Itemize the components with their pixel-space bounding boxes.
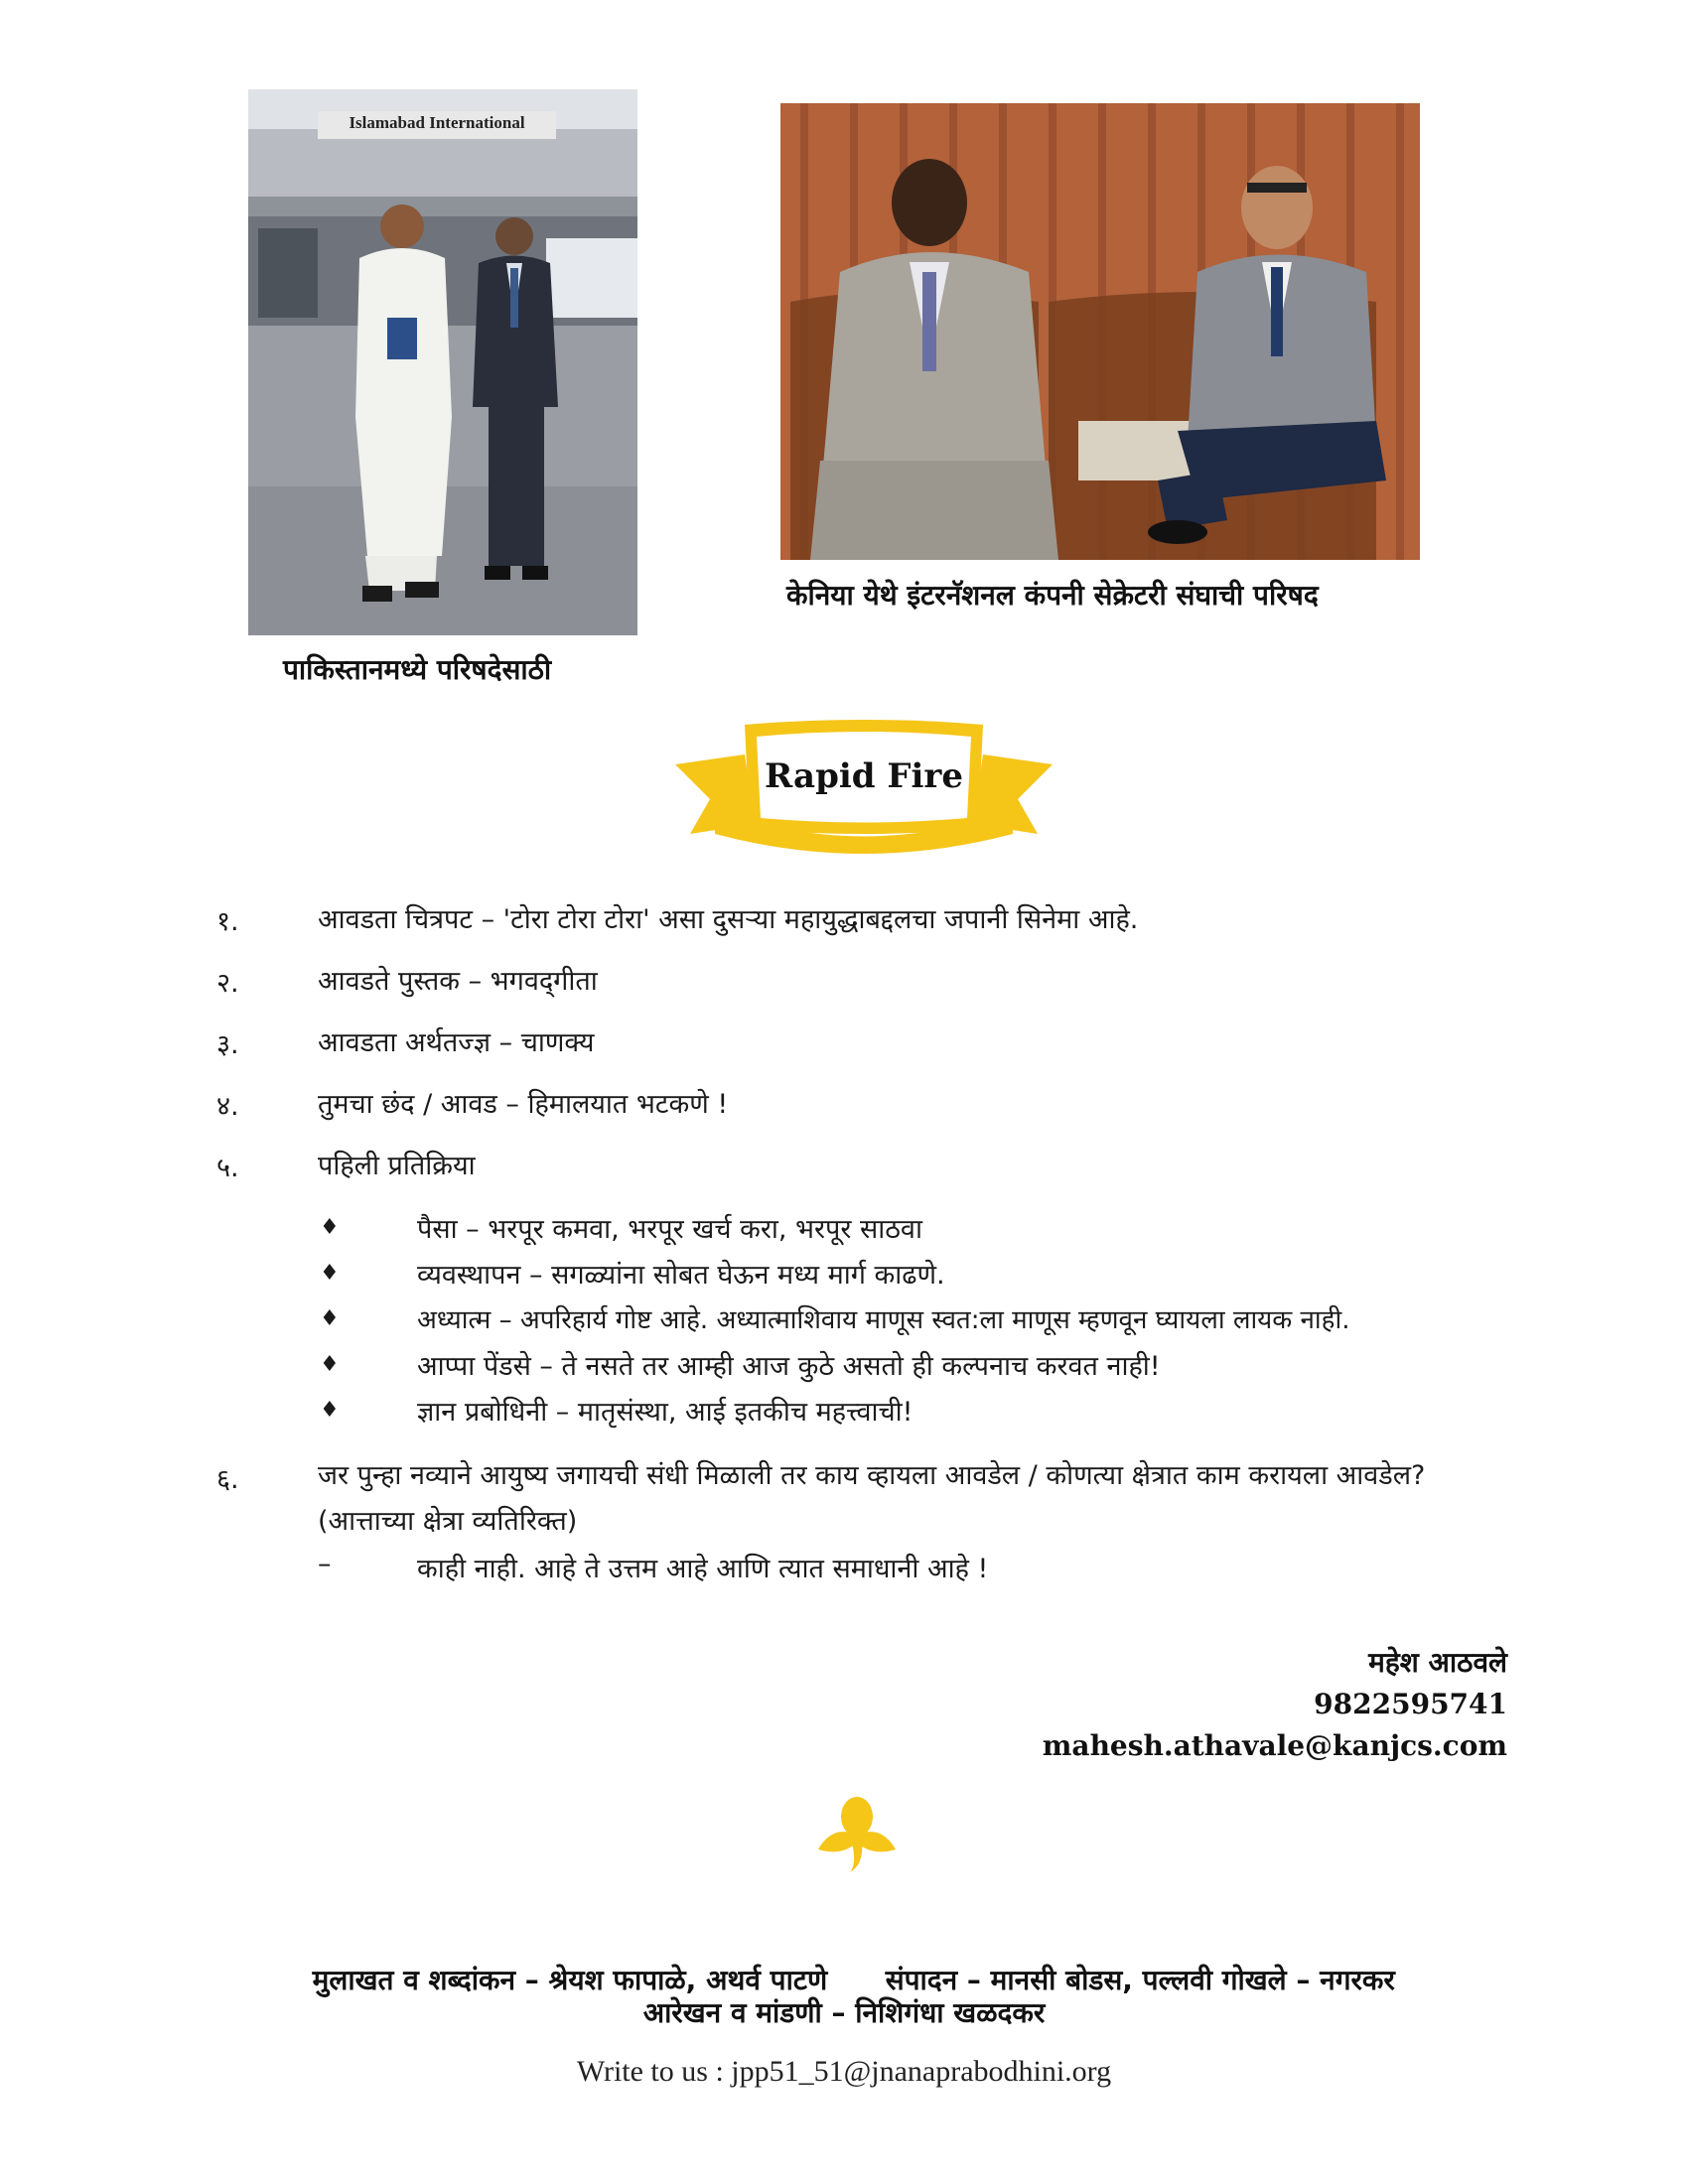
caption-pakistan: पाकिस्तानमध्ये परिषदेसाठी — [283, 653, 552, 686]
question-number: ३. — [216, 1029, 239, 1060]
design-credit: आरेखन व मांडणी – निशिगंधा खळदकर — [642, 1996, 1046, 2029]
question-number: ६. — [216, 1464, 239, 1495]
editing-credit: संपादन – मानसी बोडस, पल्लवी गोखले – नगरकर — [885, 1964, 1395, 1996]
question-favourite-economist: आवडता अर्थतज्ज्ञ – चाणक्य — [318, 1027, 595, 1058]
airport-sign: Islamabad International — [349, 113, 525, 132]
reaction-spirituality: अध्यात्म – अपरिहार्य गोष्ट आहे. अध्यात्माशिवाय माणूस स्वत:ला माणूस म्हणवून घ्यायला लायक नाही. — [417, 1305, 1350, 1335]
bullet-icon: ♦ — [320, 1352, 340, 1377]
reaction-money: पैसा – भरपूर कमवा, भरपूर खर्च करा, भरपूर साठवा — [417, 1214, 922, 1245]
question-hobby: तुमचा छंद / आवड – हिमालयात भटकणे ! — [318, 1089, 729, 1120]
question-number: १. — [216, 906, 239, 937]
banner-title: Rapid Fire — [765, 756, 963, 796]
reaction-jnana-prabodhini: ज्ञान प्रबोधिनी – मातृसंस्था, आई इतकीच महत्त्वाची! — [417, 1397, 914, 1428]
leaf-ornament-icon — [812, 1795, 902, 1874]
reaction-appa-pendse: आप्पा पेंडसे – ते नसते तर आम्ही आज कुठे असतो ही कल्पनाच करवत नाही! — [417, 1351, 1161, 1382]
credits-line-1 — [0, 1928, 1688, 1998]
signature-name: महेश आठवले — [1368, 1646, 1507, 1679]
question-favourite-film: आवडता चित्रपट – 'टोरा टोरा टोरा' असा दुसऱ्या महायुद्धाबद्दलचा जपानी सिनेमा आहे. — [318, 904, 1139, 935]
bullet-icon: ♦ — [320, 1215, 340, 1240]
bullet-icon: ♦ — [320, 1261, 340, 1286]
photo-pakistan-conference — [248, 89, 637, 635]
signature-phone: 9822595741 — [1314, 1688, 1507, 1720]
photo-kenya-conference — [780, 103, 1420, 560]
answer-dash: – — [318, 1549, 332, 1579]
write-to-us[interactable]: Write to us : jpp51_51@jnanaprabodhini.org — [576, 2055, 1112, 2088]
question-first-reaction: पहिली प्रतिक्रिया — [318, 1151, 476, 1181]
question-number: ४. — [216, 1091, 239, 1122]
answer-new-life: काही नाही. आहे ते उत्तम आहे आणि त्यात समाधानी आहे ! — [417, 1554, 989, 1584]
question-favourite-book: आवडते पुस्तक – भगवद्‌गीता — [318, 966, 598, 997]
caption-kenya: केनिया येथे इंटरनॅशनल कंपनी सेक्रेटरी संघाची परिषद — [786, 579, 1319, 612]
rapid-fire-banner — [675, 715, 1053, 864]
bullet-icon: ♦ — [320, 1398, 340, 1423]
reaction-management: व्यवस्थापन – सगळ्यांना सोबत घेऊन मध्य मार्ग काढणे. — [417, 1260, 945, 1291]
question-new-life: जर पुन्हा नव्याने आयुष्य जगायची संधी मिळाली तर काय व्हायला आवडेल / कोणत्या क्षेत्रात काम करायला आवडेल? (आत्ताच्या क्षेत्रा व्यतिरिक्त) — [318, 1460, 1426, 1537]
question-number: ५. — [216, 1153, 239, 1183]
bullet-icon: ♦ — [320, 1306, 340, 1331]
question-number: २. — [216, 968, 239, 999]
signature-email[interactable]: mahesh.athavale@kanjcs.com — [1042, 1729, 1507, 1762]
interview-credit: मुलाखत व शब्दांकन – श्रेयश फापाळे, अथर्व पाटणे — [312, 1964, 828, 1996]
